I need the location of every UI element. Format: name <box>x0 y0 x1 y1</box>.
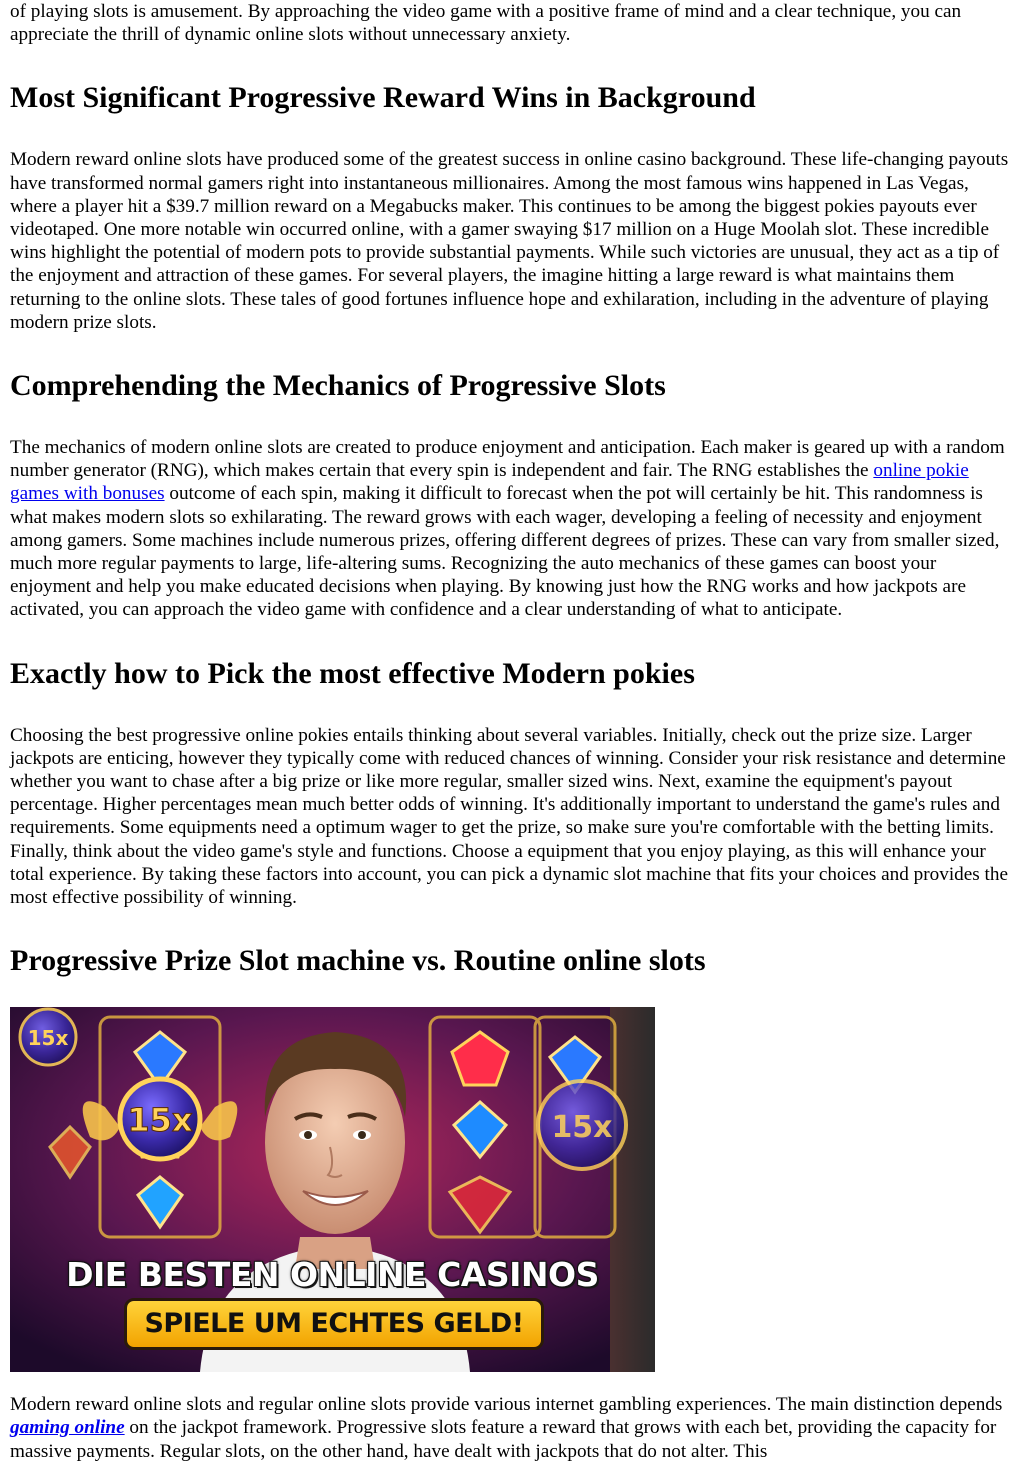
paragraph-progressive-vs-regular <box>10 1393 1014 1463</box>
intro-paragraph: of playing slots is amusement. By approaching the video game with a positive frame of mind and a clear technique, you can appreciate the thrill of dynamic online slots without unnecessary anxiety. <box>10 1 962 46</box>
badge-left-text: 15x <box>27 1026 69 1051</box>
heading-pick-pokies: Exactly how to Pick the most effective Modern pokies <box>10 656 695 690</box>
mechanics-text-before: The mechanics of modern online slots are created to produce enjoyment and anticipation. Each maker is geared up with a random number generator (RNG), which makes certain that every spin is independent and fair. The RNG establishes the <box>10 437 1005 482</box>
link-gaming-online[interactable]: gaming online <box>10 1417 125 1439</box>
heading-progressive-wins: Most Significant Progressive Reward Wins in Background <box>10 81 756 115</box>
mechanics-text-after: outcome of each spin, making it difficult to forecast when the pot will certainly be hit. This randomness is what makes modern slots so exhilarating. The reward grows with each wager, developing a feeling of necessity and enjoyment among gamers. Some machines include numerous prizes, offering different degrees of prizes. These can vary from smaller sized, much more regular payments to large, life-altering sums. Recognizing the auto mechanics of these games can boost your enjoyment and help you make educated decisions when playing. By knowing just how the RNG works and how jackpots are activated, you can approach the video game with confidence and a clear understanding of what to anticipate. <box>10 483 1000 621</box>
heading-mechanics: Comprehending the Mechanics of Progressive Slots <box>10 369 666 403</box>
multiplier-badge-left <box>20 1009 76 1065</box>
promo-right-backdrop <box>610 1007 655 1372</box>
paragraph-progressive-wins: Modern reward online slots have produced some of the greatest success in online casino background. These life-changing payouts have transformed normal gamers right into instantaneous millionaires. Among the most famous wins happened in Las Vegas, where a player hit a $39.7 million reward on a Megabucks maker. This continues to be among the biggest pokies payouts ever videotaped. One more notable win occurred online, with a gamer swaying $17 million on a Huge Moolah slot. These incredible wins highlight the potential of modern pots to provide substantial payments. While such victories are unusual, they act as a tip of the enjoyment and attraction of these games. For several players, the imagine hitting a large reward is what maintains them returning to the online slots. These tales of good fortunes influence hope and exhilaration, including in the adventure of playing modern prize slots. <box>10 149 1009 333</box>
badge-right-text: 15x <box>551 1110 613 1146</box>
paragraph-mechanics <box>10 436 1014 622</box>
versus-text-after: on the jackpot framework. Progressive slots feature a reward that grows with each bet, providing the capacity for massive payments. Regular slots, on the other hand, have dealt with jackpots that do not alter. This <box>10 1417 997 1462</box>
article <box>10 0 1014 1463</box>
promo-headline: DIE BESTEN ONLINE CASINOS <box>66 1255 599 1295</box>
badge-center-text: 15x <box>127 1101 193 1140</box>
versus-text-before: Modern reward online slots and regular online slots provide various internet gambling experiences. The main distinction depends <box>10 1394 1003 1416</box>
multiplier-badge-right <box>538 1081 626 1169</box>
casino-promo-image <box>10 1007 655 1372</box>
promo-subheadline: SPIELE UM ECHTES GELD! <box>124 1298 544 1350</box>
heading-progressive-vs-regular: Progressive Prize Slot machine vs. Routine online slots <box>10 944 706 978</box>
paragraph-pick-pokies: Choosing the best progressive online pokies entails thinking about several variables. Initially, check out the prize size. Larger jackpots are enticing, however they typically come with reduced chances of winning. Consider your risk resistance and determine whether you want to chase after a big prize or like more regular, smaller sized wins. Next, examine the equipment's payout percentage. Higher percentages mean much better odds of winning. It's additionally important to understand the game's rules and requirements. Some equipments need a optimum wager to get the prize, so make sure you're comfortable with the betting limits. Finally, think about the video game's style and functions. Choose a equipment that you enjoy playing, as this will enhance your total experience. By taking these factors into account, you can pick a dynamic slot machine that fits your choices and provides the most effective possibility of winning. <box>10 724 1008 909</box>
link-online-pokie-games[interactable]: online pokie games with bonuses <box>10 460 969 505</box>
